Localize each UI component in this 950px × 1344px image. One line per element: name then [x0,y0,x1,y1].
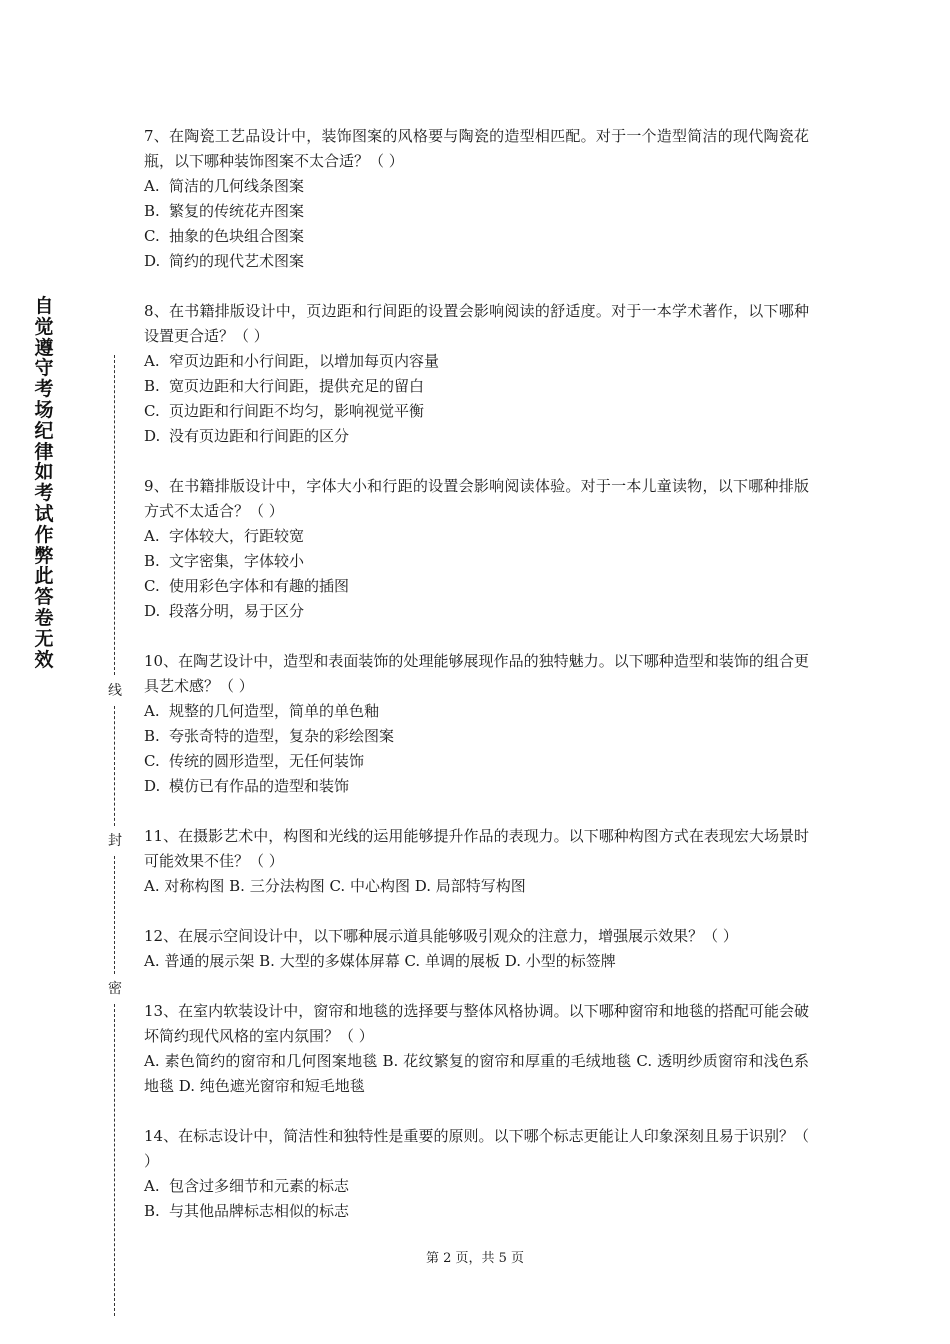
option-b: B. 宽页边距和大行间距，提供充足的留白 [144,377,425,395]
binding-label-line: 线 [104,680,126,702]
option-b: B. 夸张奇特的造型，复杂的彩绘图案 [144,727,395,745]
question-text: 12、在展示空间设计中，以下哪种展示道具能够吸引观众的注意力，增强展示效果？（ ） [144,927,738,945]
question-9 [144,474,809,624]
question-text: 10、在陶艺设计中，造型和表面装饰的处理能够展现作品的独特魅力。以下哪种造型和装饰的组合更具艺术感？（ ） [144,652,809,695]
binding-dashed-line [114,1004,115,1316]
option-c: C. 使用彩色字体和有趣的插图 [144,577,350,595]
question-text: 7、在陶瓷工艺品设计中，装饰图案的风格要与陶瓷的造型相匹配。对于一个造型简洁的现代陶瓷花瓶，以下哪种装饰图案不太合适？（ ） [144,127,809,170]
binding-dashed-line [114,856,115,974]
binding-dashed-line [114,355,115,675]
option-a: A. 窄页边距和小行间距，以增加每页内容量 [144,352,440,370]
option-d: D. 段落分明，易于区分 [144,602,305,620]
option-b: B. 繁复的传统花卉图案 [144,202,305,220]
option-b: B. 文字密集，字体较小 [144,552,305,570]
option-c: C. 页边距和行间距不均匀，影响视觉平衡 [144,402,425,420]
page-number-footer: 第 2 页，共 5 页 [425,1251,525,1266]
question-list [144,124,809,1249]
question-text: 14、在标志设计中，简洁性和独特性是重要的原则。以下哪个标志更能让人印象深刻且易于识别？（ ） [144,1127,809,1170]
question-text: 11、在摄影艺术中，构图和光线的运用能够提升作品的表现力。以下哪种构图方式在表现宏大场景时可能效果不佳？（ ） [144,827,809,870]
option-b: B. 与其他品牌标志相似的标志 [144,1202,350,1220]
question-11 [144,824,809,899]
option-a: A. 包含过多细节和元素的标志 [144,1177,350,1195]
option-a: A. 规整的几何造型，简单的单色釉 [144,702,380,720]
question-14 [144,1124,809,1224]
option-a: A. 简洁的几何线条图案 [144,177,305,195]
question-text: 9、在书籍排版设计中，字体大小和行距的设置会影响阅读体验。对于一本儿童读物，以下哪种排版方式不太适合？（ ） [144,477,809,520]
question-12 [144,924,809,974]
option-c: C. 传统的圆形造型，无任何装饰 [144,752,365,770]
question-13 [144,999,809,1099]
question-text: 8、在书籍排版设计中，页边距和行间距的设置会影响阅读的舒适度。对于一本学术著作，以下哪种设置更合适？（ ） [144,302,809,345]
question-text: 13、在室内软装设计中，窗帘和地毯的选择要与整体风格协调。以下哪种窗帘和地毯的搭配可能会破坏简约现代风格的室内氛围？（ ） [144,1002,809,1045]
question-7 [144,124,809,274]
option-d: D. 没有页边距和行间距的区分 [144,427,350,445]
question-8 [144,299,809,449]
question-options-inline: A. 普通的展示架 B. 大型的多媒体屏幕 C. 单调的展板 D. 小型的标签牌 [144,952,616,970]
question-options-inline: A. 对称构图 B. 三分法构图 C. 中心构图 D. 局部特写构图 [144,877,526,895]
binding-label-seal: 封 [104,830,126,852]
question-10 [144,649,809,799]
question-options-inline: A. 素色简约的窗帘和几何图案地毯 B. 花纹繁复的窗帘和厚重的毛绒地毯 C. 透明纱质窗帘和浅色系地毯 D. 纯色遮光窗帘和短毛地毯 [144,1052,809,1095]
exam-warning-vertical: 自觉遵守考场纪律如考试作弊此答卷无效 [34,295,54,671]
option-d: D. 简约的现代艺术图案 [144,252,305,270]
binding-dashed-line [114,706,115,826]
option-d: D. 模仿已有作品的造型和装饰 [144,777,350,795]
option-c: C. 抽象的色块组合图案 [144,227,305,245]
binding-label-mi: 密 [104,978,126,1000]
option-a: A. 字体较大，行距较宽 [144,527,305,545]
